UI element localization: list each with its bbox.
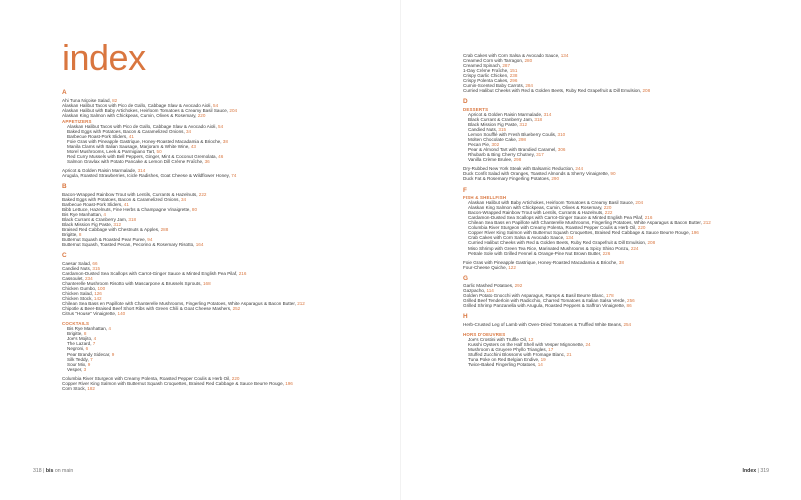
entry-name: Foie Gras with Pineapple Gastrique, Honey-Roasted Macadamia & Brioche, xyxy=(67,138,222,144)
entry-page-number: 126 xyxy=(94,291,102,296)
entry-name: Pecan Pie, xyxy=(468,142,491,148)
entry-name: Baked Eggs with Potatoes, Bacon & Caramelized Onions, xyxy=(67,128,185,134)
entry-page-number: 41 xyxy=(128,133,134,139)
page-number: 319 xyxy=(760,468,769,474)
entry-page-number: 80 xyxy=(191,206,198,212)
entry-name: Rhubarb & Bing Cherry Chutney, xyxy=(468,152,535,158)
entry-name: Chicken Salad, xyxy=(62,291,93,296)
entry-page-number: 38 xyxy=(618,259,624,265)
index-category-heading: APPETIZERS xyxy=(62,118,92,124)
entry-name: Miso Shrimp with Green Tea Rice, Marinated Mushrooms & Spicy Shiso Ponzu, xyxy=(468,245,630,251)
entry-page-number: 315 xyxy=(92,265,101,271)
entry-page-number: 317 xyxy=(536,152,544,158)
entry-page-number: 222 xyxy=(198,191,207,197)
entry-name: Alaskan Halibut Tacos with Pico de Gallo, Cabbage Slaw & Avocado Aioli, xyxy=(62,102,212,108)
entry-name: Stuffed Zucchini Blossoms with Fromage Blanc, xyxy=(468,352,566,358)
entry-name: Garlic Mashed Potatoes, xyxy=(463,283,514,289)
entry-name: Golden Potato Gnocchi with Asparagus, Ramps & Basil Beurre Blanc, xyxy=(463,293,605,299)
entry-page-number: 4 xyxy=(93,336,97,342)
entry-name: Alaskan Halibut with Baby Artichokes, Heirloom Tomatoes & Creamy Basil Sauce, xyxy=(62,107,229,113)
entry-name: Creamed Corn with Tarragon, xyxy=(463,58,524,64)
entry-name: Duck Confit Salad with Oranges, Toasted Almonds & Sherry Vinaigrette, xyxy=(463,171,610,177)
entry-page-number: 254 xyxy=(623,321,632,327)
index-letter-heading: H xyxy=(463,313,468,321)
entry-name: Cardamon-Dusted Sea Scallops with Carrot-Ginger Sauce & Minted English Pea Pilaf, xyxy=(62,270,238,276)
entry-name: Chipotle & Beer-Braised Beef Short Ribs with Green Chili & Goat Cheese Mashers, xyxy=(62,306,232,312)
entry-name: Barbecue Roast-Pork Sliders, xyxy=(67,133,128,139)
entry-page-number: 54 xyxy=(218,123,224,129)
entry-page-number: 292 xyxy=(514,283,523,289)
entry-name: Black Currant & Cranberry Jam, xyxy=(468,116,534,122)
entry-name: Crispy Garlic Chicken, xyxy=(463,73,509,79)
index-entry xyxy=(62,386,362,391)
entry-name: Candied Nuts, xyxy=(468,127,498,133)
entry-page-number: 134 xyxy=(565,235,574,241)
entry-page-number: 100 xyxy=(97,285,106,291)
entry-name: Crab Cakes with Corn Salsa & Avocado Sauce, xyxy=(463,53,560,58)
entry-page-number: 21 xyxy=(566,352,572,358)
entry-page-number: 208 xyxy=(642,88,651,94)
entry-page-number: 312 xyxy=(519,122,527,128)
page-number: 318 xyxy=(33,468,42,474)
index-title: index xyxy=(62,37,146,78)
entry-page-number: 34 xyxy=(186,128,192,134)
index-letter-heading: A xyxy=(62,89,67,96)
entry-name: Alaskan Halibut with Baby Artichokes, Heirloom Tomatoes & Creamy Basil Sauce, xyxy=(468,200,635,206)
entry-name: Joe's Crostini with Truffle Oil, xyxy=(468,337,527,343)
index-category-heading: DESSERTS xyxy=(463,106,489,112)
entry-page-number: 7 xyxy=(92,341,96,347)
entry-name: Chicken Stock, xyxy=(62,296,93,302)
entry-page-number: 196 xyxy=(691,230,699,236)
entry-page-number: 204 xyxy=(229,107,238,113)
entry-name: Grilled Shrimp Panzanella with Arugula, Roasted Peppers & Saffron Vinaigrette, xyxy=(463,303,626,309)
index-column-left xyxy=(62,89,362,391)
entry-page-number: 312 xyxy=(113,221,121,227)
entry-page-number: 287 xyxy=(502,63,510,69)
entry-page-number: 54 xyxy=(213,102,219,108)
entry-page-number: 151 xyxy=(509,68,518,74)
entry-page-number: 220 xyxy=(197,112,206,118)
entry-name: Foie Gras with Pineapple Gastrique, Honey-Roasted Macadamia & Brioche, xyxy=(463,259,618,265)
footer-separator: | xyxy=(756,468,761,474)
entry-page-number: 6 xyxy=(85,346,89,352)
entry-name: Morel Mushrooms, Leek & Parmigiano Tart, xyxy=(67,148,156,154)
entry-page-number: 216 xyxy=(238,270,247,276)
entry-name: Cumin-Scented Baby Carrots, xyxy=(463,83,525,89)
entry-name: Chilean Sea Bass en Papillote with Chanterelle Mushrooms, Fingerling Potatoes, White Asparagus & Bacon Butter, xyxy=(62,301,296,307)
entry-name: Lemon Soufflé with Fresh Blueberry Coulis, xyxy=(468,132,557,138)
entry-page-number: 50 xyxy=(156,148,162,154)
entry-page-number: 90 xyxy=(610,171,616,177)
entry-name: Bacon-Wrapped Rainbow Trout with Lentils, Currants & Hazelnuts, xyxy=(468,210,604,216)
entry-page-number: 298 xyxy=(513,157,522,163)
entry-name: Duck Fat & Rosemary Fingerling Potatoes, xyxy=(463,176,551,182)
entry-name: Apricot & Golden Raisin Marmalade, xyxy=(62,168,137,174)
entry-page-number: 3 xyxy=(83,366,87,372)
entry-name: 1-Day Crème Fraîche, xyxy=(463,68,509,74)
entry-page-number: 208 xyxy=(647,240,656,246)
entry-page-number: 114 xyxy=(486,288,494,294)
spacer xyxy=(62,316,362,320)
entry-page-number: 234 xyxy=(85,275,93,281)
entry-page-number: 280 xyxy=(524,58,533,64)
entry-page-number: 4 xyxy=(103,211,106,217)
entry-page-number: 19 xyxy=(540,357,546,363)
entry-name: Petrale Sole with Grilled Fennel & Orange-Pine Nut Brown Butter, xyxy=(468,250,602,256)
entry-name: Alaskan King Salmon with Chickpeas, Cumin, Olives & Rosemary, xyxy=(62,112,197,118)
entry-page-number: 212 xyxy=(297,301,305,307)
entry-page-number: 256 xyxy=(627,298,635,304)
entry-page-number: 140 xyxy=(117,311,126,317)
entry-page-number: 14 xyxy=(537,362,543,368)
entry-page-number: 43 xyxy=(190,143,196,149)
entry-page-number: 7 xyxy=(90,356,93,362)
entry-name: Copper River King Salmon with Butternut Squash Croquettes, Braised Red Cabbage & Sauce Beurre Rouge, xyxy=(468,230,690,236)
entry-page-number: 310 xyxy=(557,132,566,138)
left-page xyxy=(0,0,400,500)
entry-name: Pear & Almond Tart with Brandied Caramel, xyxy=(468,147,557,153)
entry-page-number: 12 xyxy=(528,337,534,343)
index-category-heading: COCKTAILS xyxy=(62,321,90,327)
entry-page-number: 196 xyxy=(285,380,293,386)
entry-page-number: 122 xyxy=(508,264,516,270)
entry-name: Herb-Crusted Leg of Lamb with Oven-Dried Tomatoes & Truffled White Beans, xyxy=(463,321,623,327)
index-category-heading: FISH & SHELLFISH xyxy=(463,195,507,201)
index-letter-heading: F xyxy=(463,186,467,194)
entry-page-number: 216 xyxy=(644,215,653,221)
entry-name: Bis Rye Manhattan, xyxy=(62,211,103,217)
entry-name: Candied Nuts, xyxy=(62,265,92,271)
index-letter-heading: C xyxy=(62,252,67,260)
entry-page-number: 226 xyxy=(602,250,611,256)
entry-name: Alaskan King Salmon with Chickpeas, Cumin, Olives & Rosemary, xyxy=(468,205,603,211)
entry-name: Four-Cheese Quiche, xyxy=(463,264,507,270)
entry-page-number: 220 xyxy=(637,225,646,231)
entry-page-number: 244 xyxy=(575,166,584,172)
entry-page-number: 8 xyxy=(83,331,87,337)
entry-name: Chicken Gumbo, xyxy=(62,285,97,291)
entry-name: Alaskan Halibut Tacos with Pico de Gallo, Cabbage Slaw & Avocado Aioli, xyxy=(67,123,217,129)
entry-page-number: 315 xyxy=(498,127,507,133)
entry-name: Crab Cakes with Corn Salsa & Avocado Sauce, xyxy=(468,235,565,241)
entry-name: Black Mission Fig Paste, xyxy=(62,221,113,227)
entry-name: Creamed Spinach, xyxy=(463,63,502,69)
index-letter-heading: G xyxy=(463,274,468,282)
entry-name: Crispy Polenta Cakes, xyxy=(463,78,509,84)
entry-name: Joe's Mojito, xyxy=(67,336,93,342)
entry-name: Columbia River Sturgeon with Creamy Polenta, Roasted Pepper Coulis & Herb Oil, xyxy=(62,375,231,381)
entry-page-number: 74 xyxy=(231,173,237,179)
index-category-heading: HORS D'OEUVRES xyxy=(463,331,506,337)
entry-name: Ahi Tuna Niçoise Salad, xyxy=(62,97,111,103)
entry-name: Gazpacho, xyxy=(463,288,486,294)
index-letter-heading: D xyxy=(463,98,468,106)
entry-name: Kusshi Oysters on the Half Shell with Vesper Mignonette, xyxy=(468,342,585,348)
entry-page-number: 86 xyxy=(626,303,632,309)
entry-page-number: 36 xyxy=(204,159,210,165)
entry-page-number: 34 xyxy=(181,196,187,202)
page-footer-right xyxy=(743,468,769,474)
brand-suffix: on main xyxy=(53,468,74,474)
entry-name: The Lazard, xyxy=(67,341,92,347)
entry-name: Grilled Beef Tenderloin with Radicchio, Charred Tomatoes & Italian Salsa Verde, xyxy=(463,298,626,304)
entry-page-number: 46 xyxy=(218,154,224,160)
entry-name: Arugula, Roasted Strawberries, Icicle Radishes, Goat Cheese & Wildflower Honey, xyxy=(62,173,230,179)
entry-page-number: 224 xyxy=(630,245,639,251)
entry-name: Baked Eggs with Potatoes, Bacon & Caramelized Onions, xyxy=(62,196,180,202)
entry-name: Black Currant & Cranberry Jam, xyxy=(62,216,128,222)
entry-page-number: 168 xyxy=(202,280,211,286)
entry-page-number: 8 xyxy=(78,232,82,238)
entry-page-number: 290 xyxy=(551,176,560,182)
entry-name: Chilean Sea Bass en Papillote with Chanterelle Mushrooms, Fingerling Potatoes, White Asparagus & Bacon Butter, xyxy=(468,220,702,226)
entry-name: Manila Clams with Italian Sausage, Marjoram & White Wine, xyxy=(67,143,190,149)
entry-page-number: 220 xyxy=(603,205,612,211)
entry-page-number: 182 xyxy=(87,385,95,391)
entry-page-number: 66 xyxy=(92,260,98,266)
entry-page-number: 288 xyxy=(160,227,169,233)
entry-name: Mushroom & Gruyere Phyllo Triangles, xyxy=(468,347,547,353)
entry-page-number: 82 xyxy=(112,97,118,103)
entry-page-number: 238 xyxy=(509,73,518,79)
page-footer-left xyxy=(33,468,73,474)
index-letter-heading: B xyxy=(62,183,67,191)
entry-name: Vesper, xyxy=(67,366,83,372)
right-page xyxy=(400,0,801,500)
entry-name: Butternut Squash & Roasted Pear Puree, xyxy=(62,237,147,243)
footer-label: Index xyxy=(742,468,757,474)
entry-page-number: 252 xyxy=(232,306,241,312)
entry-name: Curried Halibut Cheeks with Red & Golden Beets, Ruby Red Grapefruit & Dill Emulsion, xyxy=(463,88,642,94)
entry-page-number: 284 xyxy=(525,83,533,89)
entry-page-number: 318 xyxy=(534,116,543,122)
spacer xyxy=(463,327,763,331)
entry-name: Dry-Rubbed New York Steak with Balsamic Reduction, xyxy=(463,166,575,172)
entry-page-number: 318 xyxy=(128,216,137,222)
entry-page-number: 306 xyxy=(557,147,566,153)
entry-name: Barbecue Roast-Pork Sliders, xyxy=(62,201,123,207)
entry-name: Vanilla Crème Brulee, xyxy=(468,157,513,163)
entry-name: Copper River King Salmon with Butternut Squash Croquettes, Braised Red Cabbage & Sauce Beurre Rouge, xyxy=(62,380,284,386)
entry-name: Black Mission Fig Paste, xyxy=(468,122,519,128)
entry-page-number: 220 xyxy=(231,375,240,381)
footer-separator: | xyxy=(41,468,46,474)
entry-name: Apricot & Golden Raisin Marmalade, xyxy=(468,111,543,117)
entry-name: Salmon Gravlax with Potato Pancake & Lemon Dill Crème Fraîche, xyxy=(67,159,204,165)
entry-page-number: 142 xyxy=(93,296,102,302)
entry-page-number: 212 xyxy=(703,220,711,226)
entry-page-number: 134 xyxy=(560,53,569,58)
entry-name: Molten Chocolate Cake, xyxy=(468,137,518,143)
entry-name: Bibb Lettuce, Hazelnuts, Fine Herbs & Champagne Vinaigrette, xyxy=(62,206,191,212)
entry-page-number: 314 xyxy=(137,168,146,174)
entry-name: Red Curry Mussels with Bell Peppers, Ginger, Mint & Coconut Gremolata, xyxy=(67,154,217,160)
entry-name: Bis Rye Manhattan, xyxy=(67,326,108,332)
entry-page-number: 164 xyxy=(195,242,204,248)
entry-name: Sour Mix, xyxy=(67,361,87,367)
entry-page-number: 204 xyxy=(635,200,644,206)
entry-name: Tuna Poke on Red Belgian Endive, xyxy=(468,357,540,363)
entry-page-number: 94 xyxy=(147,237,153,243)
entry-name: Caesar Salad, xyxy=(62,260,92,266)
index-entry xyxy=(62,113,362,118)
entry-page-number: 4 xyxy=(108,326,111,332)
entry-name: Cassoulet, xyxy=(62,275,84,281)
entry-name: Silk Teddy, xyxy=(67,356,89,362)
entry-page-number: 9 xyxy=(111,351,115,357)
entry-page-number: 302 xyxy=(491,142,500,148)
entry-page-number: 38 xyxy=(222,138,228,144)
entry-page-number: 314 xyxy=(543,111,552,117)
entry-name: Bacon-Wrapped Rainbow Trout with Lentils, Currants & Hazelnuts, xyxy=(62,191,198,197)
entry-page-number: 9 xyxy=(87,361,91,367)
brand-name: bis xyxy=(45,468,54,474)
entry-page-number: 296 xyxy=(509,78,518,84)
entry-name: Columbia River Sturgeon with Creamy Polenta, Roasted Pepper Coulis & Herb Oil, xyxy=(468,225,637,231)
index-entry xyxy=(463,362,763,367)
entry-page-number: 41 xyxy=(123,201,129,207)
entry-page-number: 298 xyxy=(518,137,526,143)
entry-name: Butternut Squash, Toasted Pecan, Pecorino & Rosemary Risotto, xyxy=(62,242,195,248)
entry-name: Negroni, xyxy=(67,346,85,352)
entry-name: Cardamon-Dusted Sea Scallops with Carrot-Ginger Sauce & Minted English Pea Pilaf, xyxy=(468,215,644,221)
entry-name: Citrus "House" Vinaigrette, xyxy=(62,311,117,317)
entry-page-number: 17 xyxy=(548,347,554,353)
entry-name: Brigitte, xyxy=(67,331,83,337)
entry-name: Corn Stock, xyxy=(62,385,86,391)
entry-page-number: 178 xyxy=(606,293,614,299)
index-column-right xyxy=(463,53,763,367)
entry-page-number: 24 xyxy=(585,342,591,348)
entry-name: Curried Halibut Cheeks with Red & Golden Beets, Ruby Red Grapefruit & Dill Emulsion, xyxy=(468,240,647,246)
entry-name: Brigitte, xyxy=(62,232,78,238)
entry-name: Twice-Baked Fingerling Potatoes, xyxy=(468,362,537,368)
entry-name: Pear Brandy Sidecar, xyxy=(67,351,111,357)
entry-page-number: 222 xyxy=(604,210,613,216)
entry-name: Braised Red Cabbage with Chestnuts & Apples, xyxy=(62,227,160,233)
entry-name: Chanterelle Mushroom Risotto with Mascarpone & Brussels Sprouts, xyxy=(62,280,202,286)
